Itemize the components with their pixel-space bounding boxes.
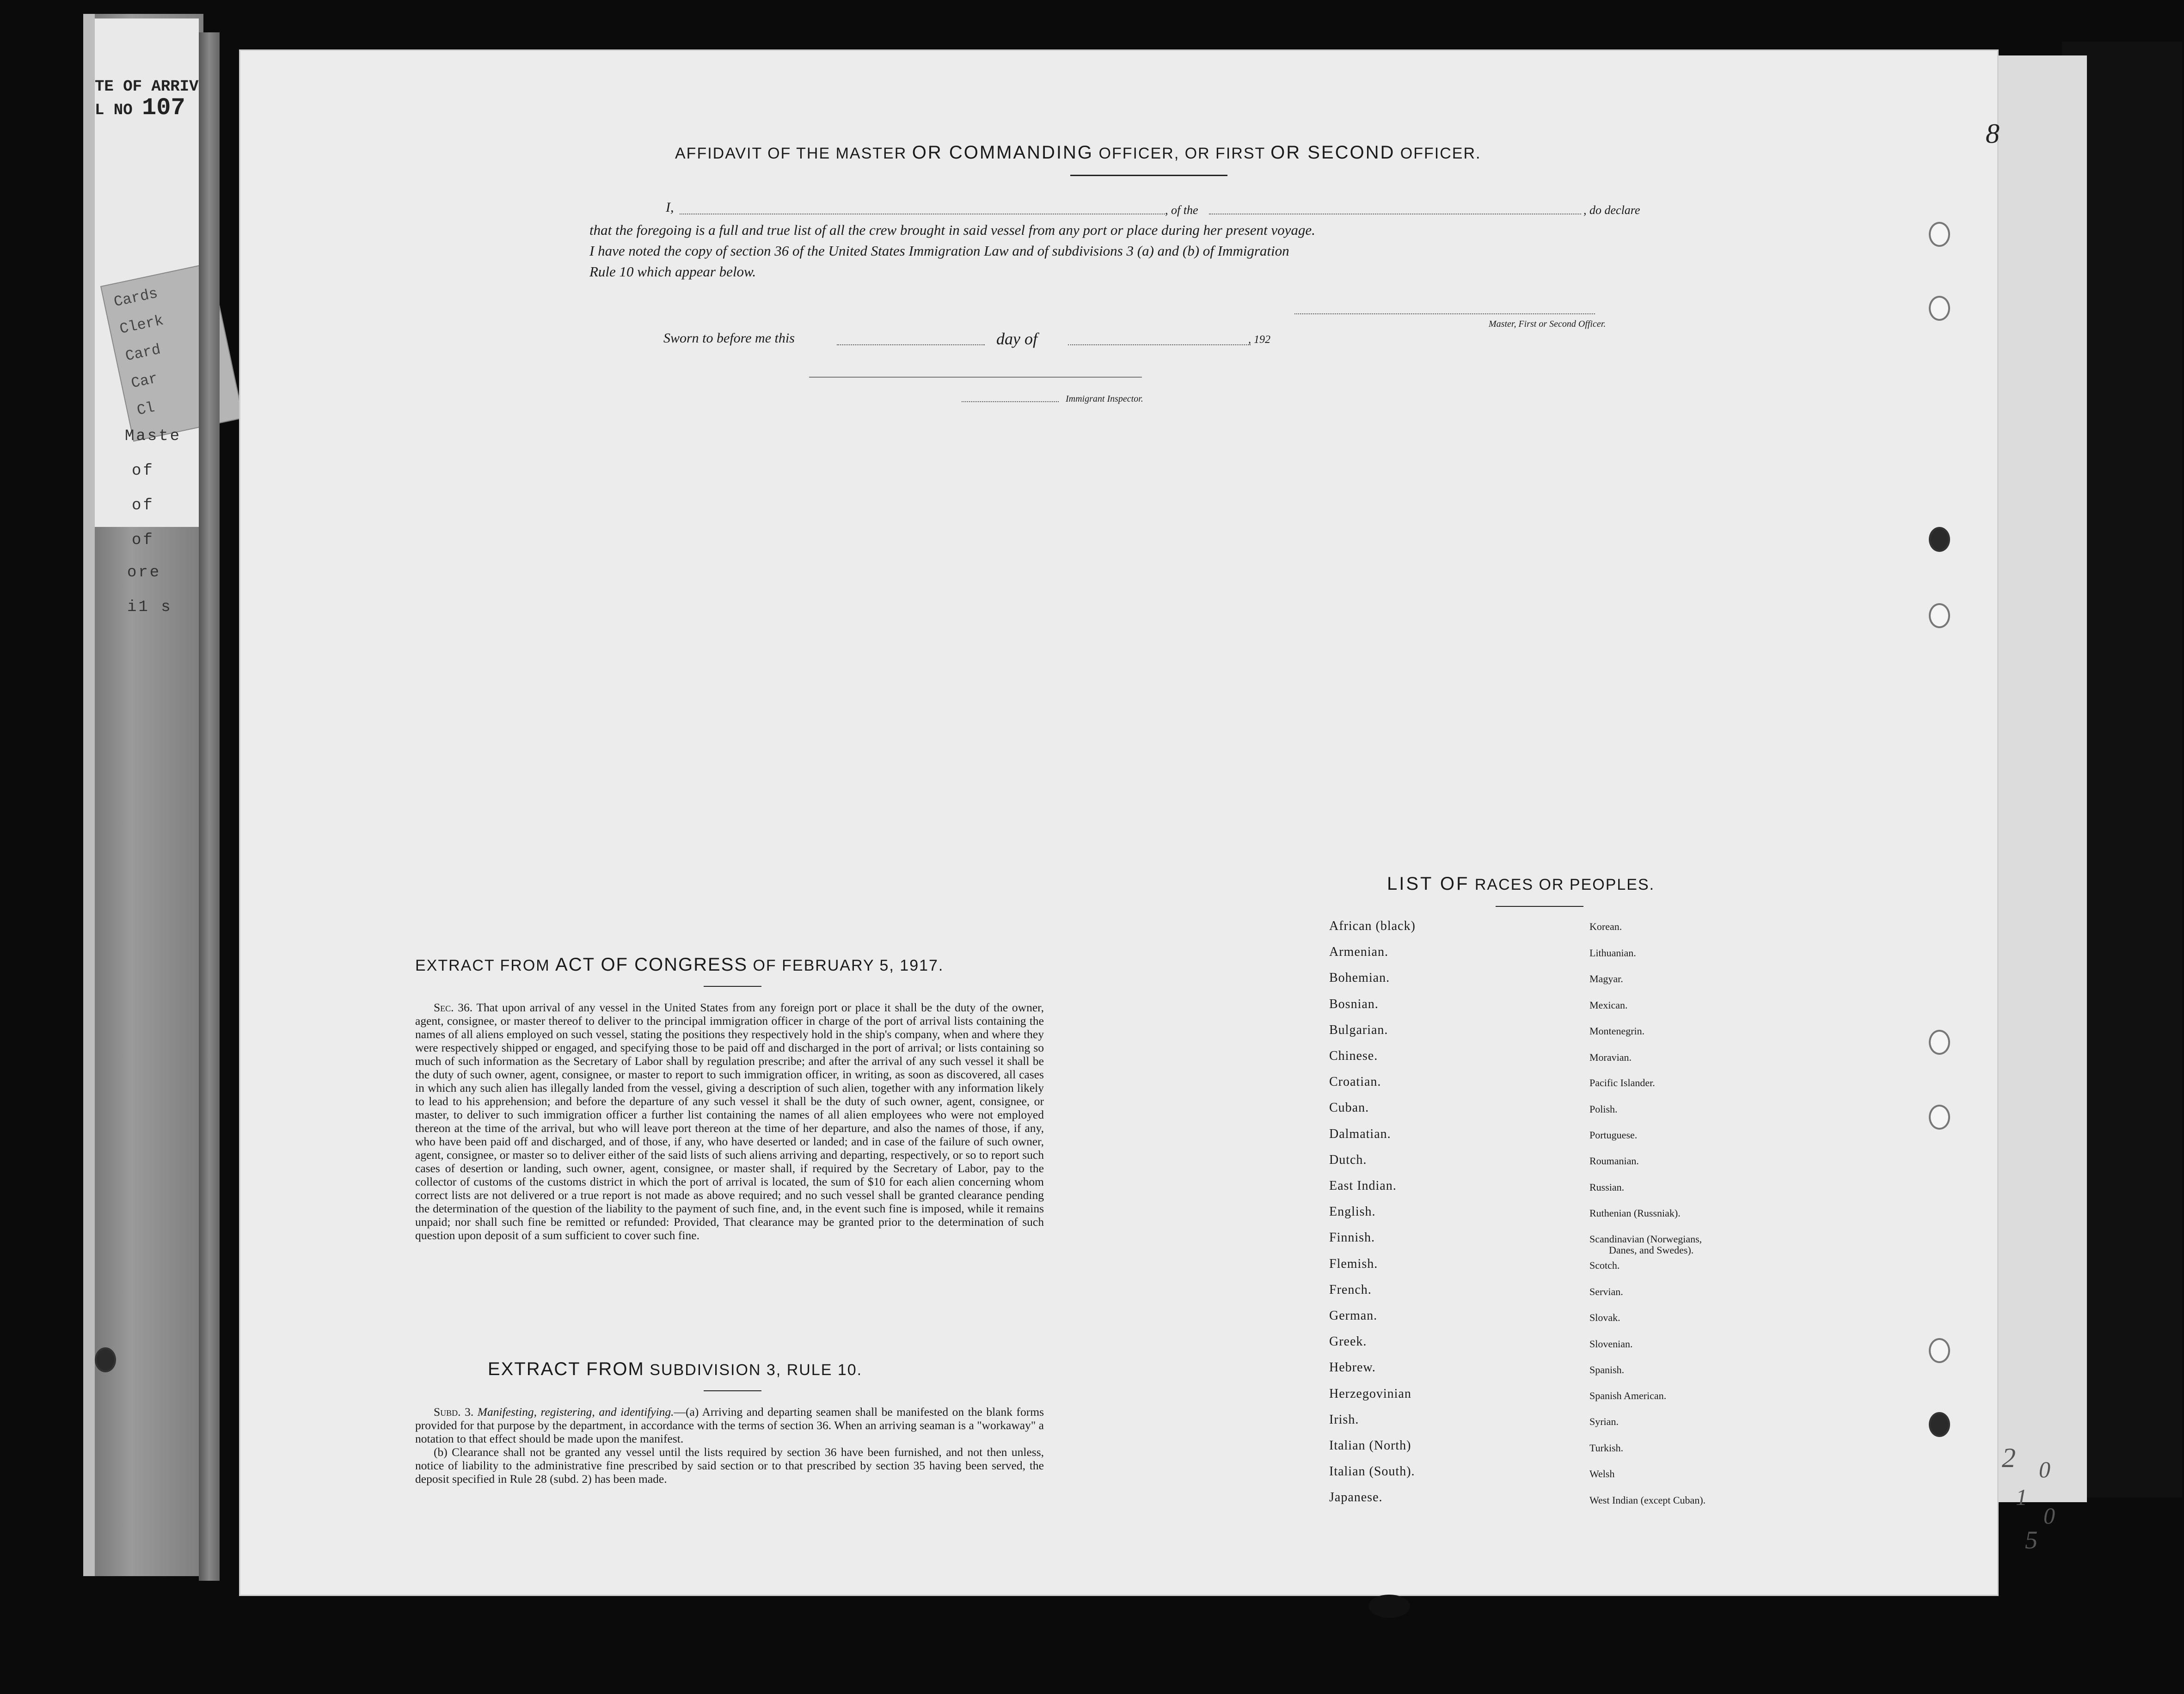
stamp-line: Clerk: [118, 312, 166, 338]
extract-rule: [704, 1390, 761, 1391]
race-item: Italian (North): [1329, 1438, 1411, 1453]
race-item: West Indian (except Cuban).: [1589, 1494, 1706, 1506]
race-item: Montenegrin.: [1589, 1025, 1645, 1037]
race-item: East Indian.: [1329, 1179, 1397, 1193]
race-item: Spanish.: [1589, 1364, 1625, 1376]
race-item: Slovak.: [1589, 1312, 1620, 1323]
race-item: Cuban.: [1329, 1101, 1369, 1115]
races-rule: [1496, 906, 1583, 907]
punch-hole: [1929, 1412, 1950, 1437]
declaration-i: I,: [666, 200, 674, 215]
stamp-line: Cards: [112, 285, 160, 311]
master-label: Master, First or Second Officer.: [1489, 319, 1606, 329]
race-item: German.: [1329, 1309, 1378, 1323]
race-item: Servian.: [1589, 1286, 1623, 1297]
race-item: Pacific Islander.: [1589, 1077, 1655, 1089]
sworn-day-line: [837, 344, 985, 345]
margin-note: 0: [2039, 1456, 2050, 1482]
margin-note: 5: [2025, 1526, 2038, 1554]
section-36-text: [415, 1001, 1044, 1242]
punch-hole: [1929, 1030, 1950, 1055]
sworn-month-line: [1068, 344, 1251, 345]
extract-rule: [704, 986, 761, 987]
next-sheet-edge: [1988, 55, 2087, 1502]
declaration-line: that the foregoing is a full and true list of all the crew brought in said vessel from any port or place during her present voyage.: [589, 222, 1315, 238]
punch-hole: [1929, 296, 1950, 321]
race-item: Moravian.: [1589, 1052, 1632, 1063]
race-item: Ruthenian (Russniak).: [1589, 1207, 1681, 1219]
previous-sheet-fragment: L NO: [95, 102, 133, 119]
race-item: Bosnian.: [1329, 997, 1379, 1011]
subdivision-para-a: —(a) Arriving and departing seamen shall be manifested on the blank forms provided for that purpose by the department, in accordance with the terms of section 36. When an arriving seaman is a "workaway" a notation to that effect should be made upon the manifest.: [415, 1405, 1044, 1445]
races-title: LIST OF RACES OR PEOPLES.: [1387, 874, 1655, 894]
section-body: That upon arrival of any vessel in the United States from any foreign port or place it shall be the duty of the owner, agent, consignee, or master thereof to deliver to the principal immigration officer in charge of the port of arrival lists containing the names of all aliens employed on such vessel, stating the positions they respectively hold in the ship's company, when and where they were respectively shipped or engaged, and specifying those to be paid off and discharged in the port of arrival; or lists containing so much of such information as the Secretary of Labor shall by regulation prescribe; and after the arrival of any such vessel it shall be the duty of such owner, agent, consignee, or master to report to such immigration officer, in writing, as soon as discovered, all cases in which any such alien has illegally landed from the vessel, giving a description of such alien, together with any information likely to lead to his apprehension; and before the departure of any such vessel it shall be the duty of such owner, agent, consignee, or master, to deliver to such immigration officer a further list containing the names of all alien employees who were not employed thereon at the time of the arrival, but who will leave port thereon at the time of her departure, and also the names of those, if any, who have been paid off and discharged, and of those, if any, who have deserted or landed; and in case of the failure of such owner, agent, consignee, or master so to deliver either of the said lists of such aliens arriving and departing, respectively, or so to report such cases of desertion or landing, such owner, agent, consignee, or master shall, if required by the Secretary of Labor, pay to the collector of customs of the customs district in which the port of arrival is located, the sum of $10 for each alien concerning whom correct lists are not delivered or a true report is not made as above required; and no such vessel shall be granted clearance pending the determination of the question of the liability to the payment of such fine, and, in the event such fine is imposed, while it remains unpaid; nor shall such fine be remitted or refunded: Provided, That clearance may be granted prior to the determination of such question upon deposit of a sum sufficient to cover such fine.: [415, 1001, 1044, 1242]
extract-rule-title: EXTRACT FROM SUBDIVISION 3, RULE 10.: [488, 1359, 863, 1379]
race-item: Croatian.: [1329, 1075, 1381, 1089]
declaration-of: , of the: [1165, 203, 1198, 217]
declaration-line: I have noted the copy of section 36 of the United States Immigration Law and of subdivisions 3 (a) and (b) of Immigration: [589, 243, 1289, 259]
subdivision-para-b: (b) Clearance shall not be granted any vessel until the lists required by section 36 have been furnished, and not then unless, notice of liability to the administrative fine prescribed by said section or to that prescribed by section 35 having been served, the deposit specified in Rule 28 (subd. 2) has been made.: [415, 1445, 1044, 1486]
punch-hole: [1929, 222, 1950, 247]
margin-note: 2: [2002, 1443, 2016, 1473]
race-item: Turkish.: [1589, 1442, 1624, 1454]
race-item: Greek.: [1329, 1334, 1367, 1349]
binder-clip: [1368, 1595, 1410, 1618]
extract-act-title: EXTRACT FROM ACT OF CONGRESS OF FEBRUARY 5, 1917.: [415, 954, 944, 975]
race-item: Armenian.: [1329, 945, 1388, 960]
race-item: Danes, and Swedes).: [1609, 1244, 1694, 1256]
race-item: Irish.: [1329, 1412, 1359, 1427]
race-item: Welsh: [1589, 1468, 1615, 1480]
binder-edge: [199, 32, 220, 1581]
scribble: of: [132, 497, 154, 514]
inspector-label: Immigrant Inspector.: [1066, 394, 1143, 404]
scribble: ore: [127, 564, 161, 581]
stamp-line: Cl: [135, 398, 157, 420]
previous-sheet-fragment: TE OF ARRIV: [95, 78, 199, 96]
subdivision-3-text: [415, 1405, 1044, 1486]
section-label: Sec. 36.: [434, 1001, 473, 1014]
race-item: Dalmatian.: [1329, 1126, 1391, 1141]
title-rule: [1070, 175, 1227, 176]
race-item: Chinese.: [1329, 1049, 1378, 1063]
race-item: African (black): [1329, 919, 1416, 933]
year-text: , 192: [1248, 334, 1270, 346]
race-item: English.: [1329, 1205, 1376, 1219]
race-item: Syrian.: [1589, 1416, 1619, 1427]
race-item: Portuguese.: [1589, 1129, 1638, 1141]
scan-edge: [83, 14, 95, 1576]
race-item: Korean.: [1589, 921, 1622, 932]
race-item: Roumanian.: [1589, 1155, 1639, 1167]
previous-sheet-number: 107: [142, 94, 185, 122]
punch-hole: [1929, 1338, 1950, 1363]
race-item: Lithuanian.: [1589, 947, 1636, 959]
race-item: Bohemian.: [1329, 971, 1390, 985]
stamp-line: Card: [123, 341, 162, 365]
race-item: Russian.: [1589, 1181, 1625, 1193]
race-item: Dutch.: [1329, 1152, 1367, 1167]
margin-note: 1: [2016, 1484, 2027, 1510]
race-item: Hebrew.: [1329, 1360, 1376, 1375]
subdivision-heading: Manifesting, registering, and identifying.: [477, 1405, 674, 1419]
sworn-text: Sworn to before me this: [663, 330, 795, 346]
race-item: Polish.: [1589, 1103, 1618, 1115]
race-item: Flemish.: [1329, 1256, 1378, 1271]
page-number: 8: [1986, 118, 2000, 149]
stamp-line: Car: [129, 370, 160, 392]
scribble: of: [132, 532, 154, 549]
affidavit-title: AFFIDAVIT OF THE MASTER OR COMMANDING OFFICER, OR FIRST OR SECOND OFFICER.: [675, 142, 1481, 163]
race-item: Bulgarian.: [1329, 1022, 1388, 1037]
punch-hole: [95, 1347, 116, 1372]
scribble: Maste: [125, 428, 182, 445]
race-item: Italian (South).: [1329, 1464, 1415, 1479]
race-item: Scandinavian (Norwegians,: [1589, 1233, 1702, 1245]
race-item: Scotch.: [1589, 1260, 1620, 1271]
race-item: Spanish American.: [1589, 1390, 1667, 1401]
master-signature-line: [1294, 313, 1595, 314]
scribble: i1 s: [127, 599, 172, 616]
scribble: of: [132, 462, 154, 480]
race-item: Slovenian.: [1589, 1338, 1633, 1350]
declaration-declare: , do declare: [1583, 203, 1640, 217]
inspector-rule: [809, 377, 1142, 378]
inspector-signature-line: [962, 401, 1059, 402]
race-item: Herzegovinian: [1329, 1386, 1411, 1401]
punch-hole: [1929, 527, 1950, 552]
subdivision-label: Subd. 3.: [434, 1405, 474, 1419]
race-item: Mexican.: [1589, 999, 1628, 1011]
race-item: Magyar.: [1589, 973, 1623, 985]
declaration-line: Rule 10 which appear below.: [589, 263, 756, 280]
race-item: Finnish.: [1329, 1230, 1375, 1245]
punch-hole: [1929, 603, 1950, 628]
previous-sheet-header: [95, 76, 198, 121]
punch-hole: [1929, 1105, 1950, 1130]
margin-note: 0: [2043, 1503, 2055, 1529]
race-item: Japanese.: [1329, 1490, 1383, 1505]
race-item: French.: [1329, 1282, 1372, 1297]
day-of-text: day of: [996, 330, 1037, 348]
